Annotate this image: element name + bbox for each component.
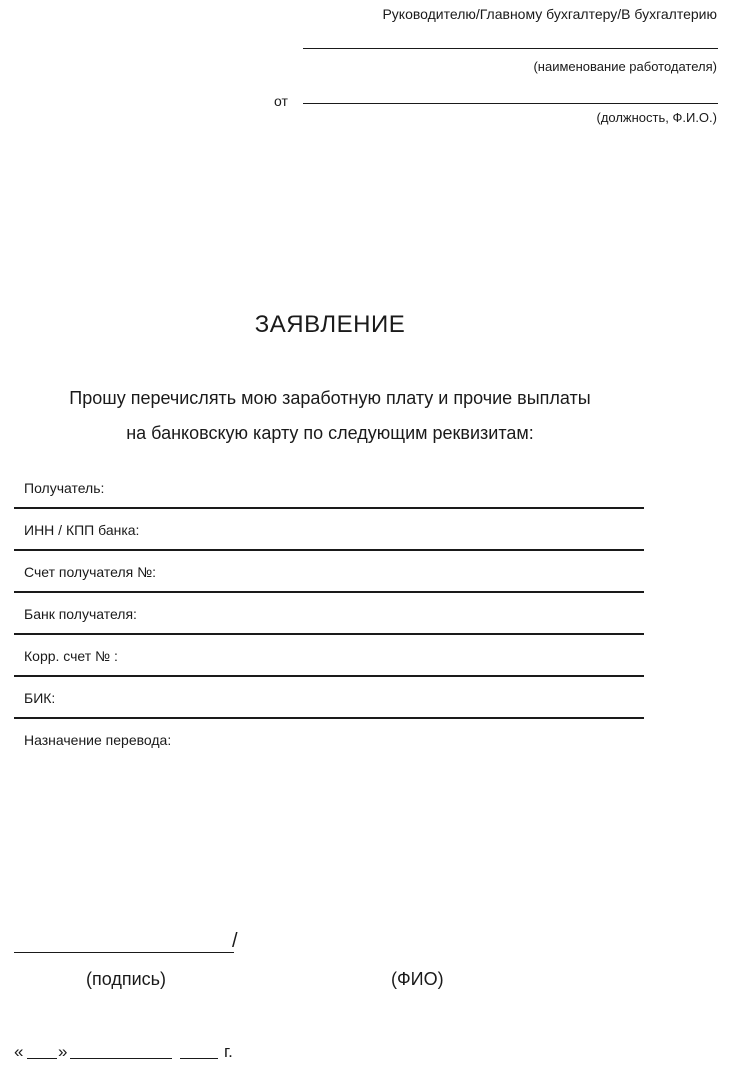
signature-caption: (подпись) bbox=[86, 969, 167, 989]
name-caption: (ФИО) bbox=[391, 969, 444, 989]
date-month-line[interactable] bbox=[70, 1058, 172, 1059]
date-year-suffix: г. bbox=[224, 1042, 233, 1061]
field-label-corr-account: Корр. счет № : bbox=[24, 648, 118, 664]
field-label-bank: Банк получателя: bbox=[24, 606, 137, 622]
field-line-account[interactable] bbox=[14, 591, 644, 593]
field-label-recipient: Получатель: bbox=[24, 480, 105, 496]
date-day-line[interactable] bbox=[27, 1058, 57, 1059]
employer-caption: (наименование работодателя) bbox=[533, 59, 717, 74]
field-label-inn-kpp: ИНН / КПП банка: bbox=[24, 522, 140, 538]
field-line-corr-account[interactable] bbox=[14, 675, 644, 677]
recipient-text: Руководителю/Главному бухгалтеру/В бухгалтерию bbox=[382, 6, 717, 22]
position-caption: (должность, Ф.И.О.) bbox=[596, 110, 717, 125]
signature-line[interactable] bbox=[14, 952, 234, 953]
field-line-bik[interactable] bbox=[14, 717, 644, 719]
field-line-inn-kpp[interactable] bbox=[14, 549, 644, 551]
intro-line-2: на банковскую карту по следующим реквизитам: bbox=[126, 423, 534, 443]
field-label-bik: БИК: bbox=[24, 690, 56, 706]
field-label-account: Счет получателя №: bbox=[24, 564, 156, 580]
field-line-recipient[interactable] bbox=[14, 507, 644, 509]
from-label: от bbox=[274, 93, 288, 109]
date-close-quote: » bbox=[58, 1042, 68, 1061]
field-line-bank[interactable] bbox=[14, 633, 644, 635]
date-year-line[interactable] bbox=[180, 1058, 218, 1059]
signature-slash: / bbox=[232, 930, 238, 952]
position-name-line[interactable] bbox=[303, 103, 718, 104]
date-open-quote: « bbox=[14, 1042, 24, 1061]
field-label-purpose: Назначение перевода: bbox=[24, 732, 172, 748]
intro-line-1: Прошу перечислять мою заработную плату и прочие выплаты bbox=[69, 388, 591, 408]
employer-name-line[interactable] bbox=[303, 48, 718, 49]
document-title: ЗАЯВЛЕНИЕ bbox=[254, 311, 406, 338]
